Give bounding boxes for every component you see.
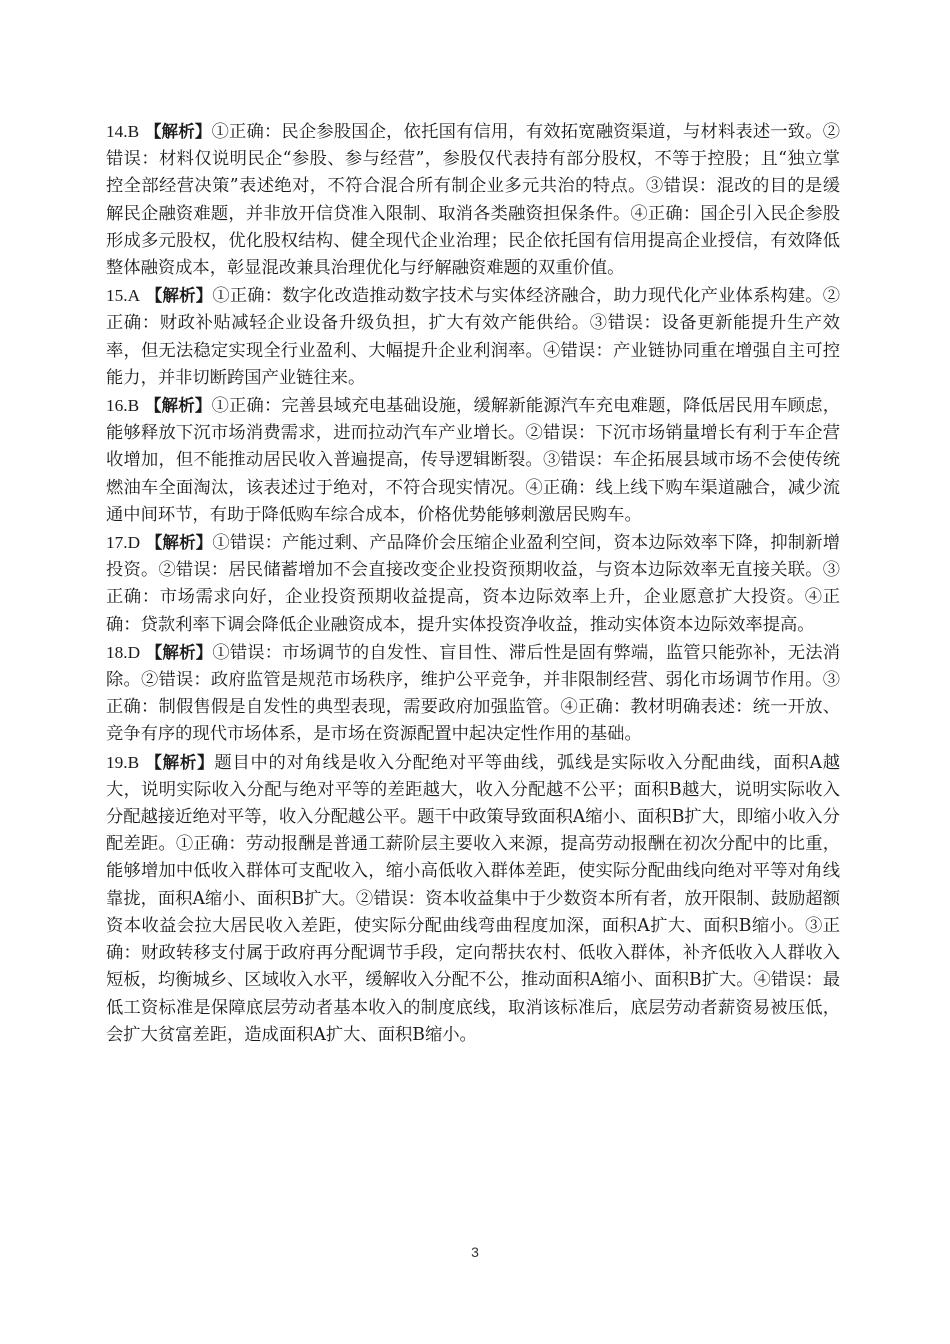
answer-number: 19.B xyxy=(106,752,140,772)
answer-item-15 xyxy=(106,282,840,392)
analysis-text: ①正确：民企参股国企，依托国有信用，有效拓宽融资渠道，与材料表述一致。②错误：材料仅说明民企“参股、参与经营”，参股仅代表持有部分股权，不等于控股；且“独立掌控全部经营决策”表述绝对，不符合混合所有制企业多元共治的特点。③错误：混改的目的是缓解民企融资难题，并非放开信贷准入限制、取消各类融资担保条件。④正确：国企引入民企参股形成多元股权，优化股权结构、健全现代企业治理；民企依托国有信用提高企业授信，有效降低整体融资成本，彰显混改兼具治理优化与纾解融资难题的双重价值。 xyxy=(106,122,841,279)
analysis-text: ①错误：产能过剩、产品降价会压缩企业盈利空间，资本边际效率下降，抑制新增投资。②错误：居民储蓄增加不会直接改变企业投资预期收益，与资本边际效率无直接关联。③正确：市场需求向好，企业投资预期收益提高，资本边际效率上升，企业愿意扩大投资。④正确：贷款利率下调会降低企业融资成本，提升实体投资净收益，推动实体资本边际效率提高。 xyxy=(106,533,840,635)
answer-item-17 xyxy=(106,529,840,639)
answer-item-14 xyxy=(106,118,840,282)
analysis-tag: 【解析】 xyxy=(144,122,212,141)
analysis-tag: 【解析】 xyxy=(145,642,213,662)
analysis-tag: 【解析】 xyxy=(145,752,215,772)
answer-analysis-section xyxy=(106,118,840,1049)
analysis-tag: 【解析】 xyxy=(145,286,213,306)
answer-number: 17.D xyxy=(106,533,141,553)
answer-item-16 xyxy=(106,392,840,529)
answer-number: 14.B xyxy=(106,122,140,141)
analysis-text: ①正确：数字化改造推动数字技术与实体经济融合，助力现代化产业体系构建。②正确：财政补贴减轻企业设备升级负担，扩大有效产能供给。③错误：设备更新能提升生产效率，但无法稳定实现全行业盈利、大幅提升企业利润率。④错误：产业链协同重在增强自主可控能力，并非切断跨国产业链往来。 xyxy=(106,286,840,388)
page-number: 3 xyxy=(471,1244,479,1260)
analysis-text: 题目中的对角线是收入分配绝对平等曲线，弧线是实际收入分配曲线，面积A越大，说明实际收入分配与绝对平等的差距越大，收入分配越不公平；面积B越大，说明实际收入分配越接近绝对平等，收入分配越公平。题干中政策导致面积A缩小、面积B扩大，即缩小收入分配差距。①正确：劳动报酬是普通工薪阶层主要收入来源，提高劳动报酬在初次分配中的比重，能够增加中低收入群体可支配收入，缩小高低收入群体差距，使实际分配曲线向绝对平等对角线靠拢，面积A缩小、面积B扩大。②错误：资本收益集中于少数资本所有者，放开限制、鼓励超额资本收益会拉大居民收入差距，使实际分配曲线弯曲程度加深，面积A扩大、面积B缩小。③正确：财政转移支付属于政府再分配调节手段，定向帮扶农村、低收入群体，补齐低收入人群收入短板，均衡城乡、区域收入水平，缓解收入分配不公，推动面积A缩小、面积B扩大。④错误：最低工资标准是保障底层劳动者基本收入的制度底线，取消该标准后，底层劳动者薪资易被压低，会扩大贫富差距，造成面积A扩大、面积B缩小。 xyxy=(106,752,841,1045)
analysis-text: ①正确：完善县域充电基础设施，缓解新能源汽车充电难题，降低居民用车顾虑，能够释放下沉市场消费需求，进而拉动汽车产业增长。②错误：下沉市场销量增长有利于车企营收增加，但不能推动居民收入普遍提高，传导逻辑断裂。③错误：车企拓展县域市场不会使传统燃油车全面淘汰，该表述过于绝对，不符合现实情况。④正确：线上线下购车渠道融合，减少流通中间环节，有助于降低购车综合成本，价格优势能够刺激居民购车。 xyxy=(106,396,841,525)
answer-number: 18.D xyxy=(106,642,141,662)
answer-number: 15.A xyxy=(106,286,141,306)
analysis-tag: 【解析】 xyxy=(145,533,213,553)
analysis-text: ①错误：市场调节的自发性、盲目性、滞后性是固有弊端，监管只能弥补，无法消除。②错误：政府监管是规范市场秩序，维护公平竞争，并非限制经营、弱化市场调节作用。③正确：制假售假是自发性的典型表现，需要政府加强监管。④正确：教材明确表述：统一开放、竞争有序的现代市场体系，是市场在资源配置中起决定性作用的基础。 xyxy=(106,642,840,745)
analysis-tag: 【解析】 xyxy=(144,396,212,416)
answer-number: 16.B xyxy=(106,396,140,416)
answer-item-18 xyxy=(106,639,840,749)
answer-item-19 xyxy=(106,749,840,1049)
